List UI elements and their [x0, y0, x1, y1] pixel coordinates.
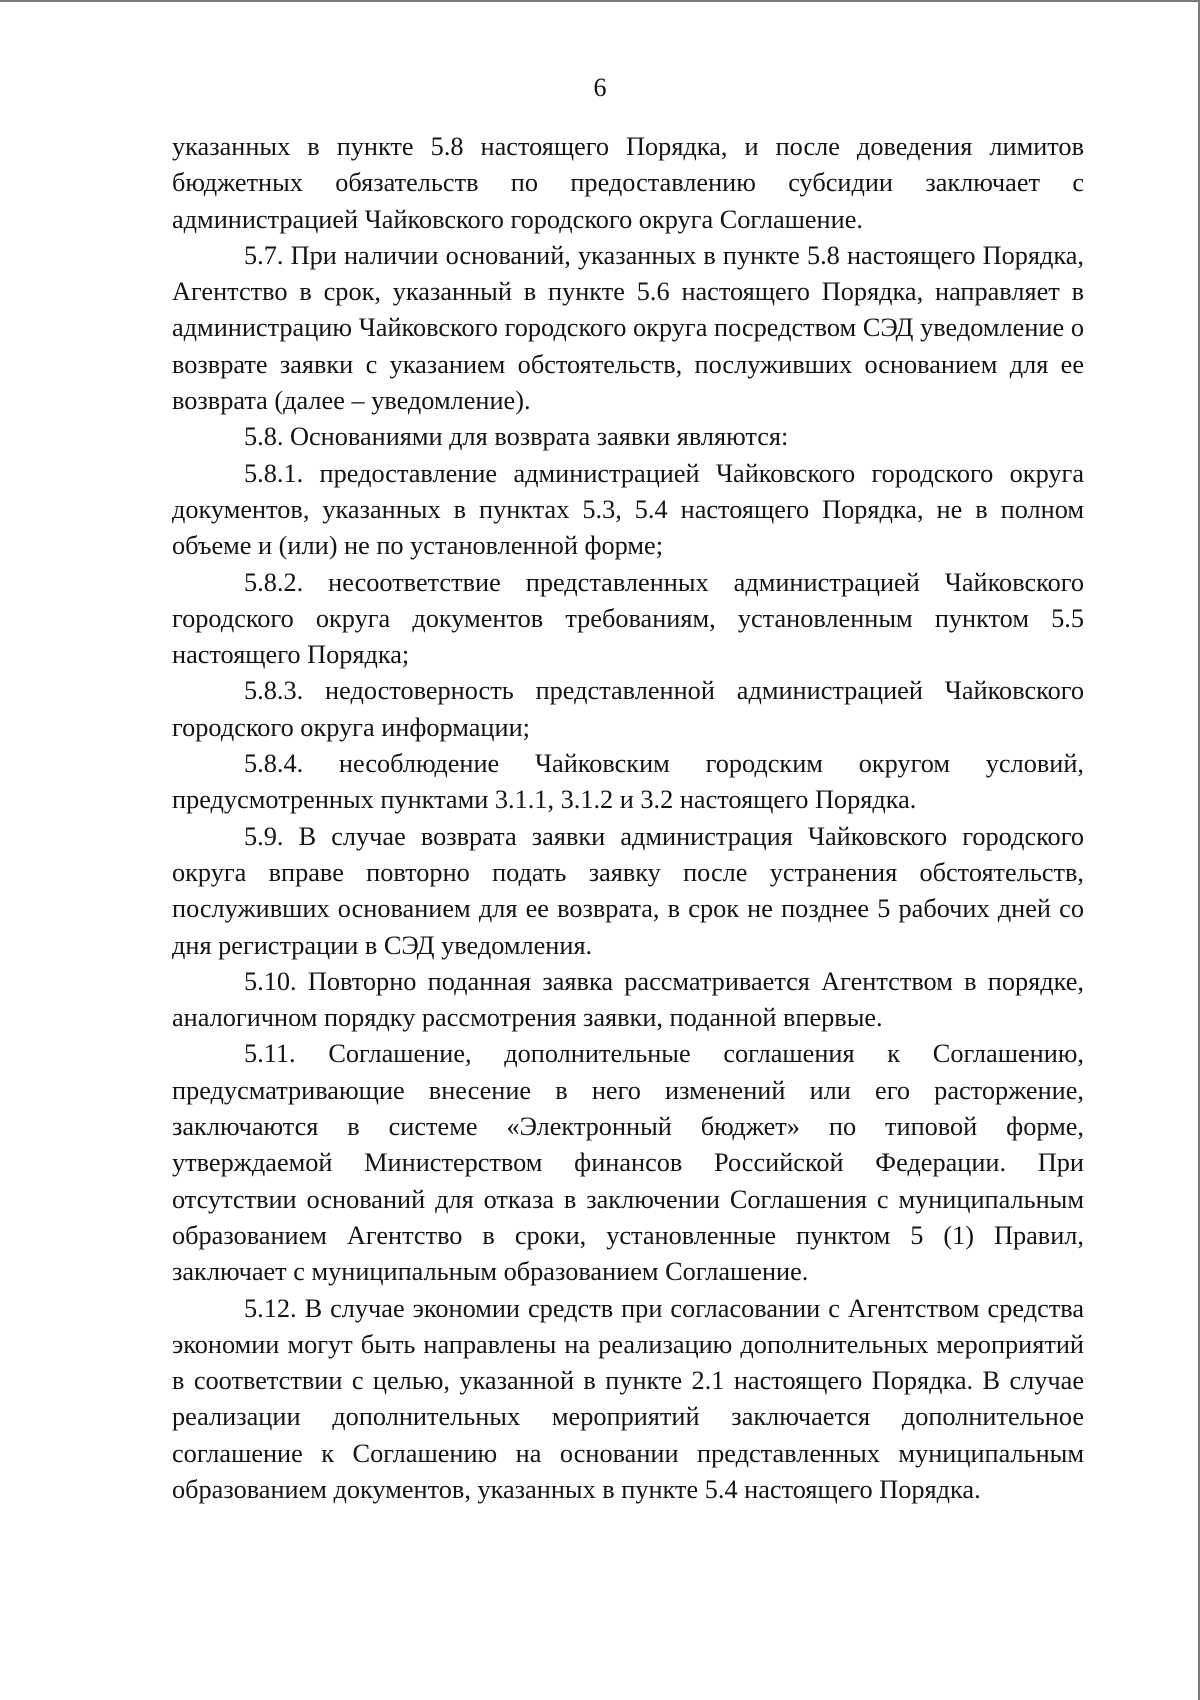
paragraph-5-11: 5.11. Соглашение, дополнительные соглашения к Соглашению, предусматривающие внесение в него изменений или его расторжение, заключаются в системе «Электронный бюджет» по типовой форме, утверждаемой Министерством финансов Российской Федерации. При отсутствии оснований для отказа в заключении Соглашения с муниципальным образованием Агентство в сроки, установленные пунктом 5 (1) Правил, заключает с муниципальным образованием Соглашение.: [172, 1039, 1084, 1287]
paragraph-5-8-4: 5.8.4. несоблюдение Чайковским городским округом условий, предусмотренных пунктами 3.1.1, 3.1.2 и 3.2 настоящего Порядка.: [172, 749, 1084, 815]
page-number: 6: [593, 73, 607, 102]
paragraph-5-8-1: 5.8.1. предоставление администрацией Чайковского городского округа документов, указанных в пунктах 5.3, 5.4 настоящего Порядка, не в полном объеме и (или) не по установленной форме;: [172, 458, 1084, 561]
document-body: [172, 129, 1084, 1508]
paragraph-5-10: 5.10. Повторно поданная заявка рассматривается Агентством в порядке, аналогичном порядку рассмотрения заявки, поданной впервые.: [172, 966, 1084, 1033]
paragraph-5-8: 5.8. Основаниями для возврата заявки являются:: [244, 422, 789, 452]
paragraph-5-9: 5.9. В случае возврата заявки администрация Чайковского городского округа вправе повторно подать заявку после устранения обстоятельств, послуживших основанием для ее возврата, в срок не позднее 5 рабочих дней со дня регистрации в СЭД уведомления.: [172, 821, 1084, 960]
paragraph-5-8-3: 5.8.3. недостоверность представленной администрацией Чайковского городского округа информации;: [172, 676, 1084, 742]
paragraph-5-8-2: 5.8.2. несоответствие представленных администрацией Чайковского городского округа документов требованиям, установленным пунктом 5.5 настоящего Порядка;: [172, 567, 1084, 670]
paragraph-continuation: указанных в пункте 5.8 настоящего Порядка, и после доведения лимитов бюджетных обязательств по предоставлению субсидии заключает с администрацией Чайковского городского округа Соглашение.: [172, 132, 1084, 234]
paragraph-5-12: 5.12. В случае экономии средств при согласовании с Агентством средства экономии могут быть направлены на реализацию дополнительных мероприятий в соответствии с целью, указанной в пункте 2.1 настоящего Порядка. В случае реализации дополнительных мероприятий заключается дополнительное соглашение к Соглашению на основании представленных муниципальным образованием документов, указанных в пункте 5.4 настоящего Порядка.: [172, 1293, 1084, 1504]
paragraph-5-7: 5.7. При наличии оснований, указанных в пункте 5.8 настоящего Порядка, Агентство в срок, указанный в пункте 5.6 настоящего Порядка, направляет в администрацию Чайковского городского округа посредством СЭД уведомление о возврате заявки с указанием обстоятельств, послуживших основанием для ее возврата (далее – уведомление).: [172, 240, 1084, 416]
